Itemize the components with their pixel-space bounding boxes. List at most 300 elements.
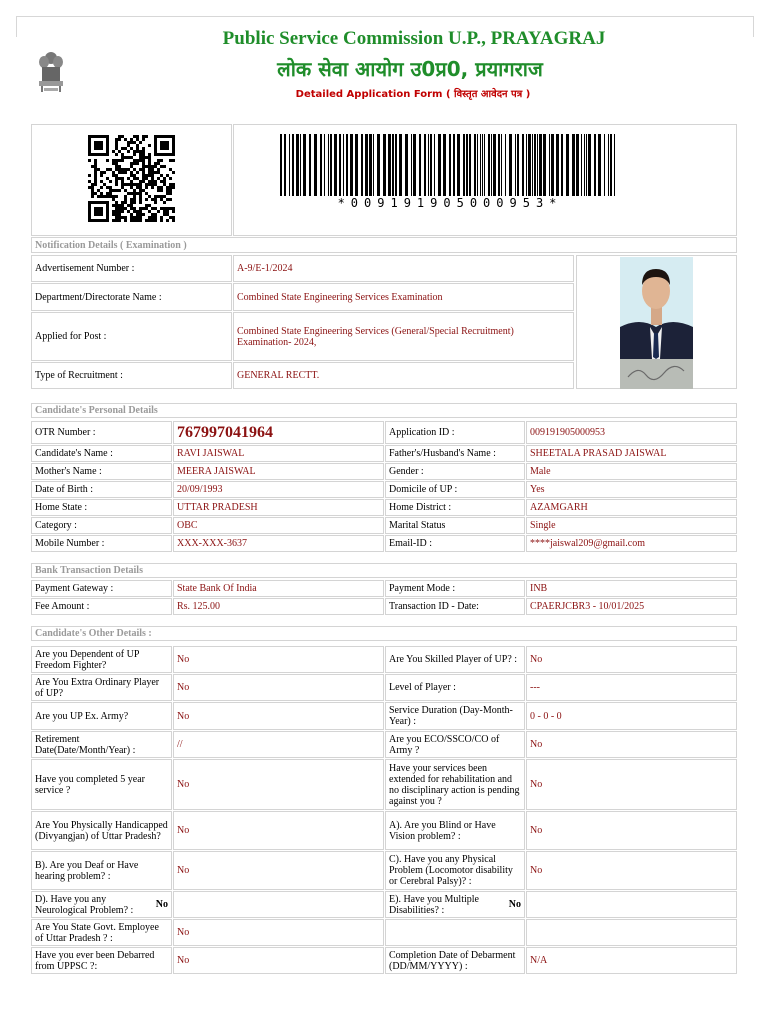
qr-module: [118, 159, 121, 162]
qr-module: [133, 195, 136, 198]
other-value: [526, 919, 737, 946]
qr-module: [133, 159, 136, 162]
qr-module: [94, 192, 97, 195]
qr-module: [118, 150, 121, 153]
qr-module: [133, 153, 136, 156]
qr-module: [130, 183, 133, 186]
personal-value: SHEETALA PRASAD JAISWAL: [526, 445, 737, 462]
qr-module: [115, 159, 118, 162]
personal-label: OTR Number :: [31, 421, 172, 444]
qr-module: [133, 201, 136, 204]
other-value: No: [173, 674, 384, 701]
qr-module: [133, 174, 136, 177]
barcode-bar: [296, 134, 299, 196]
barcode-bar: [443, 134, 446, 196]
qr-module: [154, 165, 157, 168]
qr-module: [163, 180, 166, 183]
other-label: [385, 919, 525, 946]
personal-label: Gender :: [385, 463, 525, 480]
qr-module: [157, 210, 160, 213]
qr-module: [124, 183, 127, 186]
barcode-bar: [346, 134, 348, 196]
barcode-bar: [604, 134, 605, 196]
qr-module: [136, 147, 139, 150]
personal-value: Male: [526, 463, 737, 480]
qr-module: [106, 177, 109, 180]
barcode-bar: [424, 134, 426, 196]
qr-module: [151, 165, 154, 168]
qr-module: [130, 162, 133, 165]
barcode-bar: [399, 134, 402, 196]
other-value: No: [173, 947, 384, 974]
barcode-bar: [526, 134, 527, 196]
qr-module: [100, 180, 103, 183]
barcode-bar: [598, 134, 601, 196]
qr-module: [133, 177, 136, 180]
qr-module: [112, 171, 115, 174]
qr-module: [145, 156, 148, 159]
other-label: Service Duration (Day-Month-Year) :: [385, 702, 525, 730]
post-value: Combined State Engineering Services (General/Special Recruitment) Examination- 2024,: [233, 312, 574, 361]
qr-module: [103, 171, 106, 174]
qr-module: [133, 168, 136, 171]
qr-module: [118, 165, 121, 168]
personal-label: Mother's Name :: [31, 463, 172, 480]
qr-module: [100, 192, 103, 195]
qr-module: [106, 168, 109, 171]
qr-module: [121, 204, 124, 207]
bank-label: Payment Gateway :: [31, 580, 172, 597]
qr-module: [127, 177, 130, 180]
qr-module: [139, 150, 142, 153]
qr-module: [133, 216, 136, 219]
qr-module: [133, 198, 136, 201]
qr-module: [106, 192, 109, 195]
qr-module: [166, 219, 169, 222]
qr-module: [142, 177, 145, 180]
qr-module: [124, 138, 127, 141]
department-label: Department/Directorate Name :: [31, 283, 232, 311]
qr-module: [136, 186, 139, 189]
qr-module: [94, 183, 97, 186]
personal-value: ****jaiswal209@gmail.com: [526, 535, 737, 552]
qr-module: [115, 183, 118, 186]
barcode-bar: [361, 134, 363, 196]
other-label: E). Have you Multiple Disabilities? : No: [385, 891, 525, 918]
barcode-bar: [534, 134, 536, 196]
qr-module: [100, 174, 103, 177]
barcode-bar: [339, 134, 341, 196]
barcode-bar: [614, 134, 615, 196]
qr-module: [94, 168, 97, 171]
barcode-bar: [334, 134, 337, 196]
personal-value: Yes: [526, 481, 737, 498]
qr-module: [130, 186, 133, 189]
qr-module: [115, 165, 118, 168]
barcode-bar: [411, 134, 412, 196]
qr-module: [94, 180, 97, 183]
barcode-bar: [539, 134, 542, 196]
barcode-bar: [330, 134, 332, 196]
qr-module: [133, 135, 136, 138]
qr-module: [130, 171, 133, 174]
qr-module: [115, 177, 118, 180]
qr-module: [115, 141, 118, 144]
barcode-bar: [501, 134, 502, 196]
qr-module: [130, 198, 133, 201]
qr-module: [166, 210, 169, 213]
qr-module: [112, 213, 115, 216]
qr-module: [172, 186, 175, 189]
qr-module: [157, 162, 160, 165]
qr-module: [163, 195, 166, 198]
qr-module: [148, 174, 151, 177]
qr-module: [145, 135, 148, 138]
qr-module: [109, 189, 112, 192]
qr-module: [136, 183, 139, 186]
barcode-bar: [522, 134, 524, 196]
qr-module: [157, 168, 160, 171]
qr-module: [169, 183, 172, 186]
qr-module: [160, 189, 163, 192]
qr-module: [106, 159, 109, 162]
barcode-bar: [377, 134, 380, 196]
qr-module: [133, 207, 136, 210]
qr-module: [145, 186, 148, 189]
qr-module: [151, 216, 154, 219]
barcode-bar: [328, 134, 329, 196]
qr-module: [115, 207, 118, 210]
qr-module: [127, 141, 130, 144]
qr-module: [145, 204, 148, 207]
qr-module: [124, 219, 127, 222]
barcode-bar: [350, 134, 353, 196]
bank-value: State Bank Of India: [173, 580, 384, 597]
qr-module: [163, 183, 166, 186]
qr-module: [148, 159, 151, 162]
qr-module: [136, 210, 139, 213]
qr-module: [160, 186, 163, 189]
qr-module: [127, 150, 130, 153]
qr-module: [136, 159, 139, 162]
barcode-bar: [303, 134, 306, 196]
barcode-bar: [491, 134, 492, 196]
qr-module: [136, 213, 139, 216]
other-label: Are You Physically Handicapped (Divyangjan) of Uttar Pradesh?: [31, 811, 172, 850]
photo-cell: [576, 255, 737, 389]
qr-finder: [160, 141, 169, 150]
personal-label: Domicile of UP :: [385, 481, 525, 498]
qr-module: [142, 207, 145, 210]
qr-module: [118, 216, 121, 219]
qr-module: [136, 150, 139, 153]
qr-module: [88, 174, 91, 177]
qr-module: [151, 198, 154, 201]
personal-label: Home District :: [385, 499, 525, 516]
barcode-bar: [498, 134, 500, 196]
section-other: Candidate's Other Details :: [31, 626, 737, 641]
qr-module: [169, 207, 172, 210]
barcode-cell: [233, 124, 737, 236]
qr-module: [130, 192, 133, 195]
qr-module: [142, 150, 145, 153]
barcode-bar: [528, 134, 531, 196]
barcode-bar: [413, 134, 416, 196]
personal-label: Candidate's Name :: [31, 445, 172, 462]
personal-value: 20/09/1993: [173, 481, 384, 498]
qr-module: [115, 174, 118, 177]
qr-module: [154, 171, 157, 174]
personal-label: Email-ID :: [385, 535, 525, 552]
qr-module: [142, 162, 145, 165]
qr-module: [97, 195, 100, 198]
other-value: [173, 891, 384, 918]
form-subtitle: Detailed Application Form ( विस्तृत आवेदन पत्र ): [295, 89, 531, 100]
qr-module: [115, 195, 118, 198]
other-value: //: [173, 731, 384, 758]
qr-module: [142, 171, 145, 174]
qr-module: [109, 180, 112, 183]
qr-module: [148, 216, 151, 219]
other-value: 0 - 0 - 0: [526, 702, 737, 730]
qr-module: [121, 159, 124, 162]
other-label: Are You State Govt. Employee of Uttar Pradesh ? :: [31, 919, 172, 946]
barcode-bar: [383, 134, 386, 196]
qr-module: [145, 174, 148, 177]
qr-module: [130, 213, 133, 216]
qr-module: [145, 165, 148, 168]
qr-module: [139, 189, 142, 192]
personal-label: Marital Status: [385, 517, 525, 534]
qr-module: [139, 213, 142, 216]
qr-module: [142, 168, 145, 171]
qr-module: [118, 213, 121, 216]
qr-module: [142, 153, 145, 156]
qr-module: [127, 210, 130, 213]
qr-module: [115, 180, 118, 183]
qr-module: [121, 147, 124, 150]
barcode-bar: [419, 134, 421, 196]
qr-module: [124, 156, 127, 159]
barcode-bar: [610, 134, 612, 196]
barcode-bar: [509, 134, 512, 196]
qr-module: [136, 138, 139, 141]
barcode-bar: [430, 134, 432, 196]
qr-module: [118, 219, 121, 222]
qr-module: [118, 138, 121, 141]
qr-module: [91, 165, 94, 168]
qr-module: [97, 168, 100, 171]
barcode-bar: [537, 134, 538, 196]
barcode-bar: [405, 134, 408, 196]
multiple-disabilities-answer: No: [508, 899, 521, 910]
other-value: No: [526, 811, 737, 850]
personal-label: Date of Birth :: [31, 481, 172, 498]
qr-module: [160, 216, 163, 219]
qr-module: [139, 201, 142, 204]
qr-module: [151, 171, 154, 174]
qr-module: [154, 162, 157, 165]
barcode-bar: [428, 134, 429, 196]
qr-module: [160, 198, 163, 201]
qr-module: [142, 159, 145, 162]
qr-module: [139, 186, 142, 189]
qr-module: [172, 216, 175, 219]
qr-module: [160, 219, 163, 222]
barcode-bar: [324, 134, 325, 196]
qr-module: [130, 204, 133, 207]
personal-value: AZAMGARH: [526, 499, 737, 516]
personal-value: MEERA JAISWAL: [173, 463, 384, 480]
qr-module: [124, 198, 127, 201]
qr-module: [124, 147, 127, 150]
recruitment-type-label: Type of Recruitment :: [31, 362, 232, 389]
qr-module: [166, 207, 169, 210]
qr-module: [130, 180, 133, 183]
qr-module: [112, 219, 115, 222]
qr-module: [127, 192, 130, 195]
qr-module: [169, 198, 172, 201]
qr-finder: [94, 141, 103, 150]
other-label: C). Have you any Physical Problem (Locomotor disability or Cerebral Palsy)? :: [385, 851, 525, 890]
barcode-bar: [549, 134, 550, 196]
qr-module: [109, 192, 112, 195]
qr-module: [139, 195, 142, 198]
bank-label: Fee Amount :: [31, 598, 172, 615]
qr-module: [169, 192, 172, 195]
barcode-bar: [576, 134, 579, 196]
qr-module: [115, 138, 118, 141]
barcode-bar: [453, 134, 455, 196]
other-label: Have you completed 5 year service ?: [31, 759, 172, 810]
qr-module: [142, 174, 145, 177]
qr-cell: [31, 124, 232, 236]
qr-module: [139, 183, 142, 186]
other-label: Have you ever been Debarred from UPPSC ?:: [31, 947, 172, 974]
qr-module: [154, 183, 157, 186]
barcode-bar: [505, 134, 506, 196]
other-label: Are You Extra Ordinary Player of UP?: [31, 674, 172, 701]
qr-module: [154, 219, 157, 222]
bank-value: CPAERJCBR3 - 10/01/2025: [526, 598, 737, 615]
qr-module: [157, 189, 160, 192]
qr-module: [118, 135, 121, 138]
barcode-bar: [289, 134, 290, 196]
qr-module: [139, 219, 142, 222]
qr-module: [115, 213, 118, 216]
qr-module: [124, 207, 127, 210]
qr-module: [157, 171, 160, 174]
barcode: [278, 134, 620, 196]
qr-module: [130, 207, 133, 210]
personal-value: XXX-XXX-3637: [173, 535, 384, 552]
barcode-bar: [392, 134, 394, 196]
other-label: Completion Date of Debarment (DD/MM/YYYY) :: [385, 947, 525, 974]
barcode-bar: [457, 134, 460, 196]
qr-module: [115, 201, 118, 204]
personal-value: RAVI JAISWAL: [173, 445, 384, 462]
qr-module: [112, 159, 115, 162]
qr-module: [133, 162, 136, 165]
qr-module: [127, 204, 130, 207]
qr-module: [154, 213, 157, 216]
qr-module: [109, 195, 112, 198]
qr-module: [145, 177, 148, 180]
other-label: Are You Skilled Player of UP? :: [385, 646, 525, 673]
personal-value: OBC: [173, 517, 384, 534]
qr-module: [112, 174, 115, 177]
qr-module: [166, 189, 169, 192]
qr-module: [118, 189, 121, 192]
other-value: No: [173, 919, 384, 946]
qr-code: [87, 134, 177, 226]
other-value: No: [173, 702, 384, 730]
barcode-bar: [551, 134, 554, 196]
other-label: Retirement Date(Date/Month/Year) :: [31, 731, 172, 758]
qr-module: [160, 195, 163, 198]
barcode-bar: [517, 134, 519, 196]
barcode-bar: [572, 134, 575, 196]
qr-module: [145, 207, 148, 210]
qr-module: [88, 180, 91, 183]
qr-module: [169, 186, 172, 189]
qr-module: [112, 195, 115, 198]
section-bank: Bank Transaction Details: [31, 563, 737, 578]
qr-module: [172, 210, 175, 213]
qr-module: [121, 153, 124, 156]
other-value: No: [526, 646, 737, 673]
qr-module: [148, 180, 151, 183]
other-value: No: [173, 646, 384, 673]
qr-module: [115, 144, 118, 147]
qr-module: [130, 141, 133, 144]
qr-module: [115, 216, 118, 219]
qr-module: [139, 168, 142, 171]
qr-module: [148, 210, 151, 213]
qr-module: [145, 219, 148, 222]
qr-module: [160, 174, 163, 177]
barcode-bar: [395, 134, 397, 196]
qr-module: [151, 183, 154, 186]
other-value: No: [526, 731, 737, 758]
qr-module: [112, 189, 115, 192]
barcode-bar: [515, 134, 516, 196]
qr-module: [148, 204, 151, 207]
qr-module: [100, 171, 103, 174]
qr-module: [154, 207, 157, 210]
qr-module: [115, 204, 118, 207]
barcode-bar: [320, 134, 322, 196]
qr-module: [145, 183, 148, 186]
barcode-bar: [488, 134, 490, 196]
qr-module: [145, 192, 148, 195]
bank-value: Rs. 125.00: [173, 598, 384, 615]
qr-module: [88, 186, 91, 189]
qr-module: [145, 198, 148, 201]
qr-module: [115, 210, 118, 213]
qr-module: [151, 174, 154, 177]
qr-module: [139, 210, 142, 213]
personal-label: Home State :: [31, 499, 172, 516]
qr-module: [169, 168, 172, 171]
other-label: B). Are you Deaf or Have hearing problem? :: [31, 851, 172, 890]
qr-module: [139, 180, 142, 183]
qr-module: [154, 180, 157, 183]
qr-module: [136, 144, 139, 147]
qr-module: [133, 150, 136, 153]
bank-label: Payment Mode :: [385, 580, 525, 597]
qr-module: [151, 177, 154, 180]
